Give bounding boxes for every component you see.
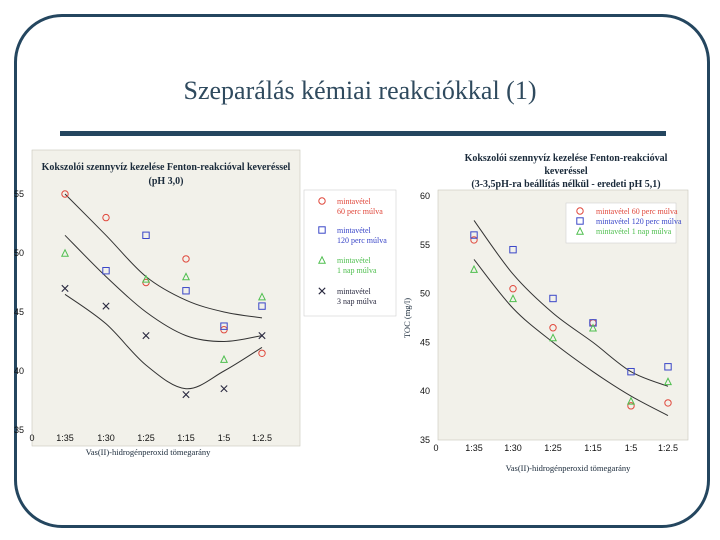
right-y-tick-label: 45 [419,337,430,348]
right-x-tick-label: 1:15 [584,443,602,453]
left-legend-label-cont: 60 perc múlva [337,207,383,216]
left-x-tick-label: 1:15 [177,433,195,443]
right-y-tick-label: 50 [419,288,430,299]
right-chart-title: Kokszolói szennyvíz kezelése Fenton-reakcióval [464,153,668,164]
left-x-tick-label: 1:25 [137,433,155,443]
right-y-tick-label: 35 [419,435,430,445]
left-y-tick-label: 35 [13,425,24,435]
right-y-axis-label: TOC (mg/l) [402,297,412,339]
right-chart-subtitle: (3-3,5pH-ra beállítás nélkül - eredeti pH 5,1) [471,179,661,190]
right-y-tick-label: 55 [419,239,430,250]
right-x-tick-label: 1:5 [624,443,638,453]
right-legend-label: mintavétel 60 perc múlva [596,207,678,216]
left-legend-label: mintavétel [337,287,371,296]
right-legend-label: mintavétel 1 nap múlva [596,227,672,236]
left-x-axis-label: Vas(II)-hidrogénperoxid tömegarány [85,447,211,457]
left-chart-title: Kokszolói szennyvíz kezelése Fenton-reakcióval keveréssel [41,162,291,173]
left-x-origin-label: 0 [29,433,35,443]
right-x-tick-label: 1:2.5 [657,443,679,453]
left-x-tick-label: 1:35 [56,433,74,443]
right-x-origin-label: 0 [433,443,439,453]
left-x-tick-label: 1:5 [217,433,231,443]
left-legend-label: mintavétel [337,197,371,206]
right-legend-label: mintavétel 120 perc múlva [596,217,682,226]
right-y-tick-label: 40 [419,386,430,397]
left-legend-label-cont: 1 nap múlva [337,266,377,275]
right-chart-title-cont: keveréssel [544,166,588,177]
left-chart-subtitle: (pH 3,0) [148,176,184,187]
right-x-axis-label: Vas(II)-hidrogénperoxid tömegarány [505,463,631,473]
left-legend-label-cont: 120 perc múlva [337,236,387,245]
left-x-tick-label: 1:30 [97,433,115,443]
left-y-tick-label: 45 [13,307,24,317]
right-x-tick-label: 1:25 [544,443,562,453]
right-y-tick-label: 60 [419,191,430,201]
left-y-tick-label: 50 [13,248,24,258]
left-legend-label-cont: 3 nap múlva [337,297,377,306]
right-x-tick-label: 1:35 [465,443,483,453]
left-legend-label: mintavétel [337,256,371,265]
left-legend-label: mintavétel [337,226,371,235]
left-y-tick-label: 55 [13,189,24,199]
slide-title: Szeparálás kémiai reakciókkal (1) [183,76,537,105]
right-x-tick-label: 1:30 [504,443,522,453]
left-x-tick-label: 1:2.5 [251,433,273,443]
left-y-tick-label: 40 [13,366,24,376]
